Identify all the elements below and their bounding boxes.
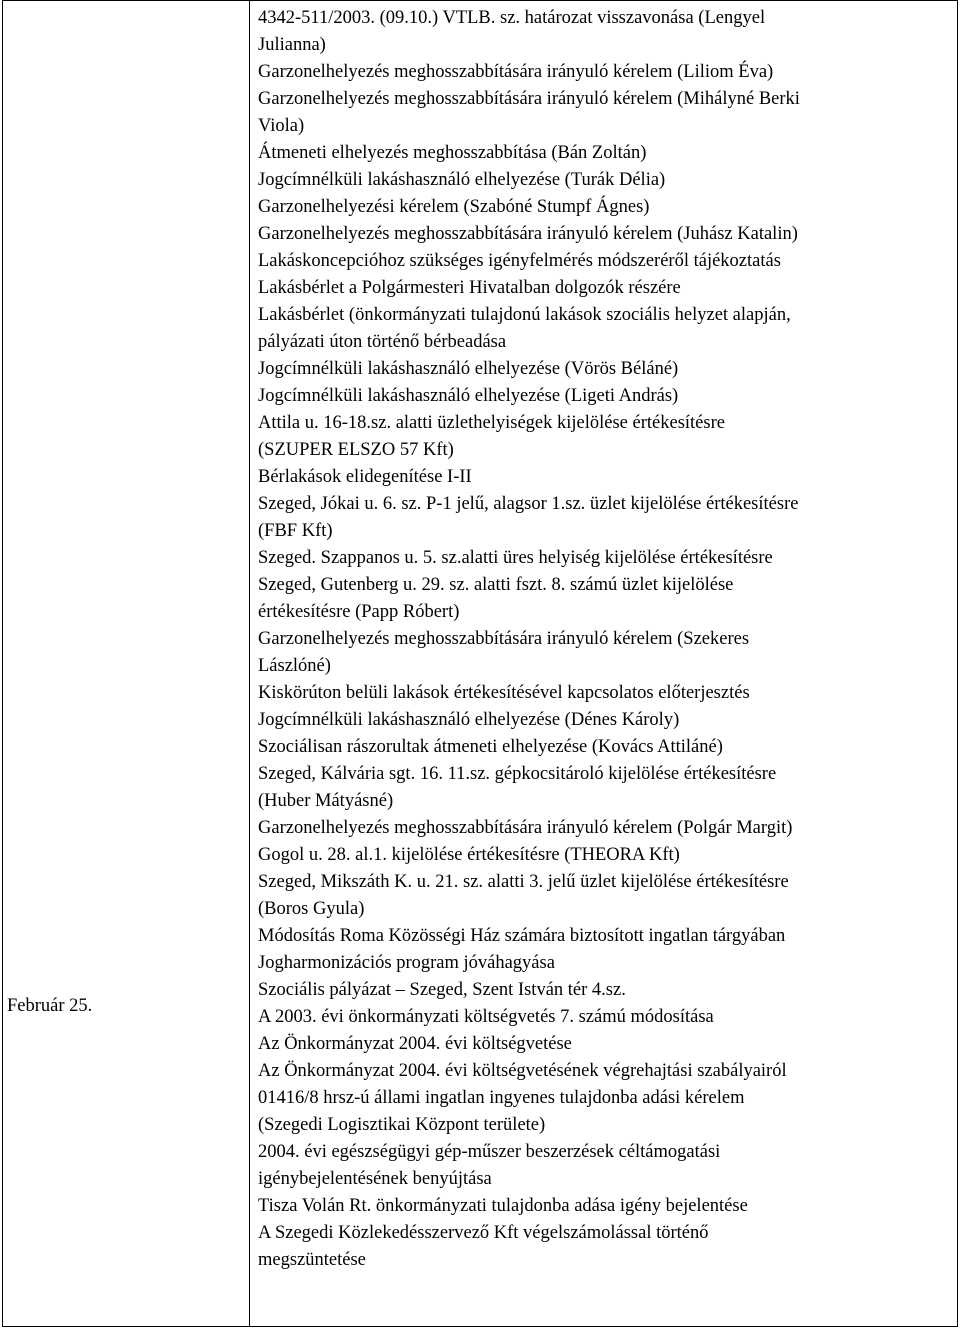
agenda-item (258, 275, 950, 302)
agenda-item (258, 86, 950, 140)
agenda-item (258, 5, 950, 59)
agenda-item-line: Garzonelhelyezés meghosszabbítására irányuló kérelem (Szekeres (258, 629, 750, 649)
agenda-item-line: 2004. évi egészségügyi gép-műszer beszerzések céltámogatási (258, 1142, 721, 1162)
agenda-item (258, 950, 950, 977)
agenda-item (258, 356, 950, 383)
agenda-item-line: Szeged, Jókai u. 6. sz. P-1 jelű, alagsor 1.sz. üzlet kijelölése értékesítésre (258, 494, 799, 514)
agenda-item-line: Szeged, Mikszáth K. u. 21. sz. alatti 3. jelű üzlet kijelölése értékesítésre (258, 872, 789, 892)
agenda-item-line: Módosítás Roma Közösségi Ház számára biztosított ingatlan tárgyában (258, 926, 786, 946)
agenda-item (258, 194, 950, 221)
agenda-item-line: 4342-511/2003. (09.10.) VTLB. sz. határozat visszavonása (Lengyel (258, 8, 766, 28)
agenda-item-line: pályázati úton történő bérbeadása (258, 332, 507, 352)
agenda-item-line: Jogcímnélküli lakáshasználó elhelyezése (Vörös Béláné) (258, 359, 679, 379)
agenda-item-line: Az Önkormányzat 2004. évi költségvetésének végrehajtási szabályairól (258, 1061, 787, 1081)
agenda-item-line: Lászlóné) (258, 656, 331, 676)
agenda-item (258, 707, 950, 734)
agenda-item-line: Garzonelhelyezés meghosszabbítására irányuló kérelem (Polgár Margit) (258, 818, 793, 838)
agenda-item-line: Garzonelhelyezés meghosszabbítására irányuló kérelem (Mihályné Berki (258, 89, 800, 109)
agenda-item-line: (Szegedi Logisztikai Központ területe) (258, 1115, 546, 1135)
agenda-item (258, 410, 950, 464)
agenda-item-line: (Huber Mátyásné) (258, 791, 394, 811)
agenda-item-line: Szeged, Kálvária sgt. 16. 11.sz. gépkocsitároló kijelölése értékesítésre (258, 764, 777, 784)
agenda-item (258, 734, 950, 761)
agenda-item (258, 302, 950, 356)
agenda-item-line: Garzonelhelyezés meghosszabbítására irányuló kérelem (Liliom Éva) (258, 62, 774, 82)
agenda-item-line: Bérlakások elidegenítése I-II (258, 467, 472, 487)
agenda-item (258, 1220, 950, 1274)
agenda-item-line: A 2003. évi önkormányzati költségvetés 7. számú módosítása (258, 1007, 714, 1027)
agenda-item-line: megszüntetése (258, 1250, 366, 1270)
agenda-item-line: Az Önkormányzat 2004. évi költségvetése (258, 1034, 572, 1054)
agenda-item-line: (SZUPER ELSZO 57 Kft) (258, 440, 454, 460)
agenda-item-line: értékesítésre (Papp Róbert) (258, 602, 460, 622)
agenda-item-line: Kiskörúton belüli lakások értékesítésével kapcsolatos előterjesztés (258, 683, 750, 703)
agenda-item (258, 842, 950, 869)
agenda-item-line: Szociális pályázat – Szeged, Szent István tér 4.sz. (258, 980, 626, 1000)
agenda-item-line: Lakáskoncepcióhoz szükséges igényfelmérés módszeréről tájékoztatás (258, 251, 781, 271)
agenda-item (258, 761, 950, 815)
agenda-item-line: Lakásbérlet (önkormányzati tulajdonú lakások szociális helyzet alapján, (258, 305, 791, 325)
agenda-item-line: Tisza Volán Rt. önkormányzati tulajdonba adása igény bejelentése (258, 1196, 748, 1216)
agenda-item (258, 167, 950, 194)
agenda-item-line: Szociálisan rászorultak átmeneti elhelyezése (Kovács Attiláné) (258, 737, 723, 757)
agenda-item-line: Jogcímnélküli lakáshasználó elhelyezése (Ligeti András) (258, 386, 679, 406)
agenda-item (258, 977, 950, 1004)
agenda-item-line: Garzonelhelyezés meghosszabbítására irányuló kérelem (Juhász Katalin) (258, 224, 798, 244)
agenda-item (258, 1139, 950, 1193)
agenda-item (258, 626, 950, 680)
agenda-item-line: Szeged. Szappanos u. 5. sz.alatti üres helyiség kijelölése értékesítésre (258, 548, 773, 568)
agenda-item (258, 545, 950, 572)
agenda-item-line: 01416/8 hrsz-ú állami ingatlan ingyenes tulajdonba adási kérelem (258, 1088, 745, 1108)
agenda-item (258, 1085, 950, 1139)
agenda-item-line: Átmeneti elhelyezés meghosszabbítása (Bán Zoltán) (258, 143, 647, 163)
agenda-item-line: Julianna) (258, 35, 326, 55)
agenda-item-line: A Szegedi Közlekedésszervező Kft végelszámolással történő (258, 1223, 709, 1243)
agenda-item-line: Lakásbérlet a Polgármesteri Hivatalban dolgozók részére (258, 278, 681, 298)
agenda-item-line: (Boros Gyula) (258, 899, 365, 919)
agenda-item (258, 1058, 950, 1085)
agenda-item-line: (FBF Kft) (258, 521, 333, 541)
agenda-item-line: Jogharmonizációs program jóváhagyása (258, 953, 555, 973)
meeting-date: Február 25. (7, 996, 93, 1016)
agenda-item-line: Jogcímnélküli lakáshasználó elhelyezése (Dénes Károly) (258, 710, 680, 730)
agenda-item (258, 491, 950, 545)
agenda-item (258, 140, 950, 167)
agenda-item (258, 1193, 950, 1220)
agenda-item (258, 1031, 950, 1058)
agenda-item (258, 464, 950, 491)
agenda-item (258, 869, 950, 923)
agenda-item-line: igénybejelentésének benyújtása (258, 1169, 492, 1189)
agenda-item-line: Attila u. 16-18.sz. alatti üzlethelyiségek kijelölése értékesítésre (258, 413, 725, 433)
agenda-item (258, 815, 950, 842)
agenda-item (258, 59, 950, 86)
agenda-item (258, 248, 950, 275)
agenda-item (258, 383, 950, 410)
agenda-item (258, 221, 950, 248)
agenda-item-line: Viola) (258, 116, 305, 136)
agenda-item (258, 1004, 950, 1031)
agenda-item (258, 923, 950, 950)
agenda-item-line: Jogcímnélküli lakáshasználó elhelyezése (Turák Délia) (258, 170, 666, 190)
agenda-item (258, 572, 950, 626)
agenda-item-line: Szeged, Gutenberg u. 29. sz. alatti fszt. 8. számú üzlet kijelölése (258, 575, 734, 595)
agenda-item-line: Garzonelhelyezési kérelem (Szabóné Stumpf Ágnes) (258, 197, 650, 217)
agenda-item (258, 680, 950, 707)
agenda-item-line: Gogol u. 28. al.1. kijelölése értékesítésre (THEORA Kft) (258, 845, 680, 865)
date-column (2, 0, 250, 1327)
